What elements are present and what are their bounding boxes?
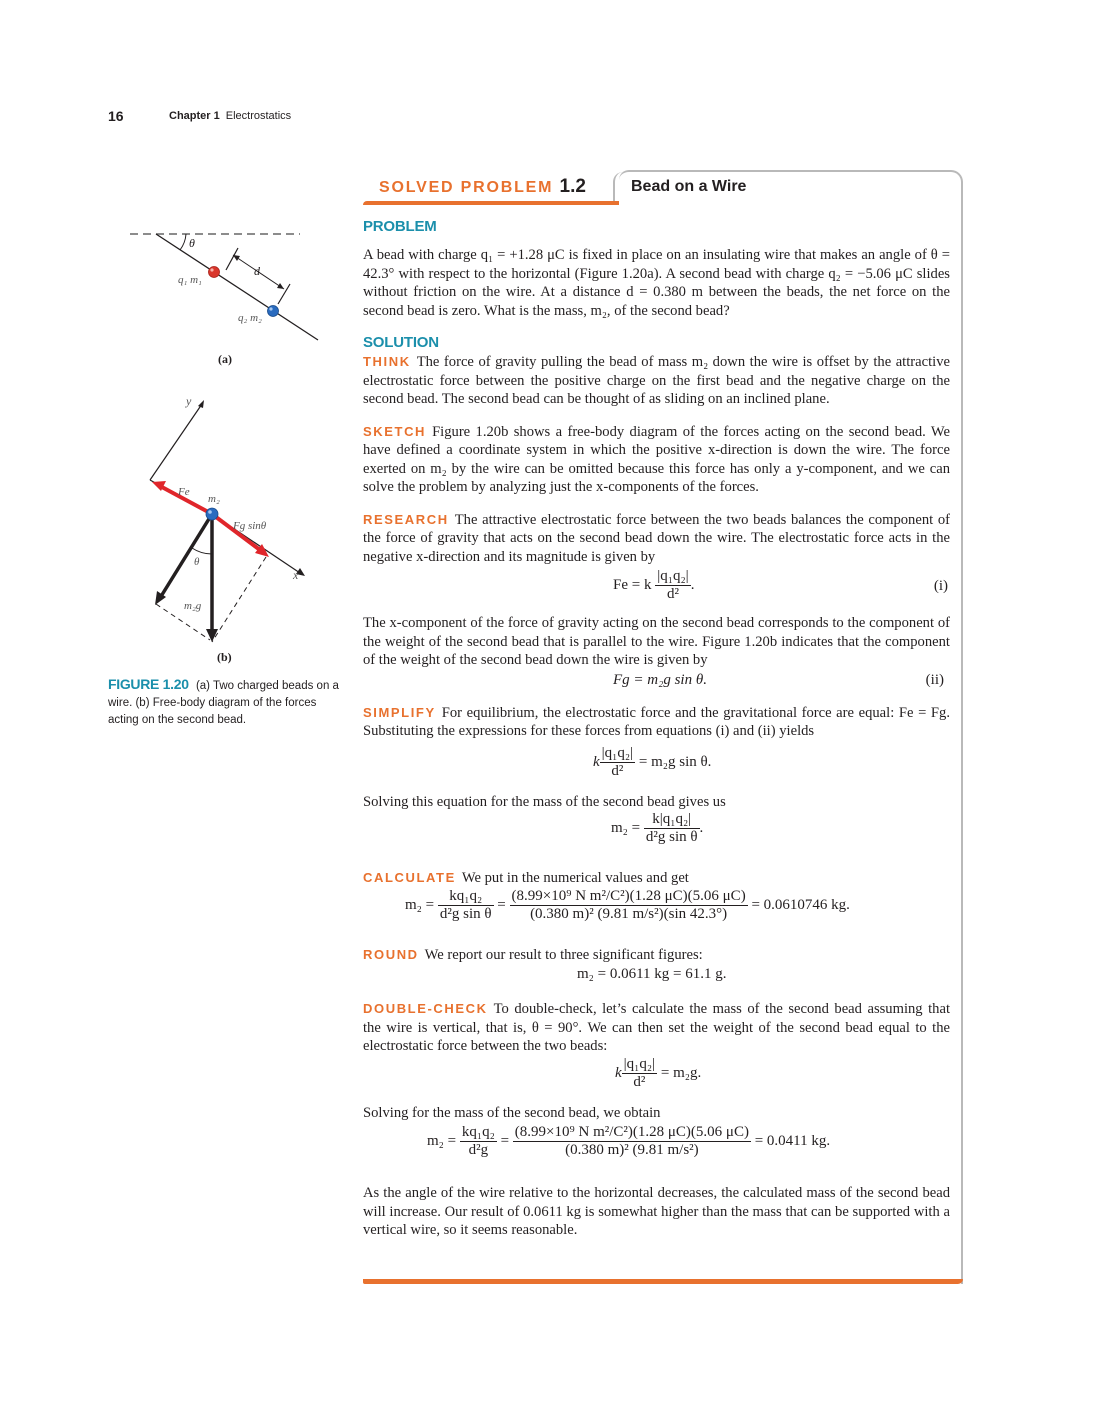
eq8-lhs: m₂ = <box>427 1133 457 1149</box>
solution-heading: SOLUTION <box>363 334 439 351</box>
chapter-label: Chapter 1 <box>169 110 220 122</box>
fe-label: Fe <box>178 486 190 498</box>
equation-doublecheck: m₂ = $\frac{\text{kq₁q₂}}{\text{d²g}}$ = $\frac{\text{(8.99×10⁹ N m²/C²)(1.28 μC)(5.06 μC)}}{\text{(0.380 m)² (9.81 m/s²)}}$ = 0.0411 kg. <box>427 1124 831 1158</box>
equation-calculate: m₂ = $\frac{\text{kq₁q₂}}{\text{d²g sin θ}}$ = $\frac{\text{(8.99×10⁹ N m²/C²)(1.28 μC)(5.06 μC)}}{\text{(0.380 m)² (9.81 m/s²)(sin 42.3°)}}$ = 0.0610746 kg. <box>405 887 850 922</box>
equation-ii <box>363 670 950 696</box>
figure-panel-b <box>120 390 340 670</box>
solved-problem-title <box>379 176 586 198</box>
eq7-denominator: d² <box>633 1073 646 1090</box>
eq1-numerator: |q₁q₂| <box>657 568 689 584</box>
eq5-fraction-symbolic <box>438 888 494 923</box>
x-axis-label: x <box>293 568 299 582</box>
eq6-body: m₂ = 0.0611 kg = 61.1 g. <box>577 966 727 982</box>
eq5-lhs: m₂ = <box>405 896 435 913</box>
simplify-text: For equilibrium, the electrostatic force and the gravitational force are equal: Fe = Fg. Substituting the expressions for these forces from equations (i) and (ii) yields <box>363 704 950 739</box>
chapter-title: Electrostatics <box>225 110 292 122</box>
problem-text: A bead with charge q₁ = +1.28 μC is fixed in place on an insulating wire that makes an angle of θ = 42.3° with respect to the horizontal (Figure 1.20a). A second bead with charge q₂ = −5.06 μC slides without friction on the wire. At a distance d = 0.380 m between the beads, the net force on the second bead is zero. What is the mass, m₂, of the second bead? <box>363 247 950 319</box>
simplify-label: SIMPLIFY <box>363 704 436 720</box>
eq8-fraction-numeric <box>513 1124 751 1159</box>
chapter-heading <box>169 110 291 122</box>
eq1-lhs: Fe = k <box>613 577 652 593</box>
eq2-body: Fg = m₂g sin θ. <box>613 671 707 688</box>
bottom-accent-bar <box>363 1279 963 1284</box>
research-text-2: The x-component of the force of gravity acting on the second bead corresponds to the component of the weight of the second bead that is parallel to the wire. Figure 1.20b indicates that the component of the weight of the second bead down the wire is given by <box>363 615 950 668</box>
round-label: ROUND <box>363 946 419 962</box>
equation-round <box>363 964 950 988</box>
equation-equilibrium: k $\frac{\text{|q₁q₂|}}{\text{d²}}$ = m₂g sin θ. <box>593 744 712 779</box>
equation-i: Fe = k $\frac{\text{|q₁q₂|}}{\text{d²}}$ . (i) <box>613 568 948 602</box>
bead-wire-diagram <box>120 222 340 372</box>
eq3-denominator: d² <box>611 762 624 779</box>
research-label: RESEARCH <box>363 511 449 527</box>
bead1-label: q₁ m₁ <box>178 274 202 286</box>
eq4-numerator: k|q₁q₂| <box>644 811 700 829</box>
calculate-label: CALCULATE <box>363 870 456 885</box>
distance-label: d <box>254 264 260 278</box>
round-paragraph <box>363 946 950 965</box>
eq7-rhs: = m₂g. <box>660 1064 702 1081</box>
sketch-text: Figure 1.20b shows a free-body diagram of the forces acting on the second bead. We have defined a coordinate system in which the positive x-direction is down the wire. The force exerted on m₂ by the wire can be omitted because this force has only a y-component, and we can solve the problem by analyzing just the x-components of the forces. <box>363 423 950 495</box>
solve2-text: Solving for the mass of the second bead, we obtain <box>363 1104 661 1121</box>
conclusion-text: As the angle of the wire relative to the horizontal decreases, the calculated mass of the second bead will increase. Our result of 0.0611 kg is somewhat higher than the mass that can be supported with a vertical wire, so it seems reasonable. <box>363 1185 950 1238</box>
sketch-paragraph <box>363 423 950 497</box>
bead2-label: q₂ m₂ <box>238 312 262 324</box>
calculate-text: We put in the numerical values and get <box>461 870 689 886</box>
calculate-paragraph <box>363 869 950 888</box>
box-tab-border <box>613 172 625 202</box>
theta-label: θ <box>189 236 195 250</box>
eq1-fraction <box>655 568 690 603</box>
doublecheck-label: DOUBLE-CHECK <box>363 1001 488 1016</box>
figure-number: FIGURE 1.20 <box>108 676 189 692</box>
eq8-f2-denominator: (0.380 m)² (9.81 m/s²) <box>565 1142 699 1158</box>
doublecheck-text: To double-check, let’s calculate the mass of the second bead assuming that the wire is vertical, that is, θ = 90°. We can then set the weight of the second bead equal to the electrostatic force between the two beads: <box>363 1001 950 1054</box>
eq1-denominator: d² <box>666 586 679 602</box>
research-text: The attractive electrostatic force between the two beads balances the component of the force of gravity that acts on the second bead down the wire. The electrostatic force acts in the negative x-direction and its magnitude is given by <box>363 511 950 565</box>
theta-b-label: θ <box>194 556 200 568</box>
m2g-label: m₂g <box>184 600 202 612</box>
fg-sin-label: Fg sinθ <box>233 520 267 532</box>
title-text: SOLVED PROBLEM <box>379 179 554 196</box>
eq4-lhs: m₂ = <box>611 820 641 836</box>
doublecheck-paragraph <box>363 1000 950 1056</box>
eq2-tag: (ii) <box>925 671 944 688</box>
eq5-result: = 0.0610746 kg. <box>751 896 850 913</box>
panel-a-label: (a) <box>218 352 232 366</box>
eq5-f1-numerator: kq₁q₂ <box>438 888 494 906</box>
panel-b-label: (b) <box>217 650 232 664</box>
title-underline <box>363 201 619 205</box>
round-text: We report our result to three significant figures: <box>424 946 703 963</box>
eq5-f2-numerator: (8.99×10⁹ N m²/C²)(1.28 μC)(5.06 μC) <box>511 887 746 904</box>
figure-caption-text: (a) Two charged beads on a wire. (b) Free-body diagram of the forces acting on the second bead. <box>108 680 339 726</box>
eq8-f2-numerator: (8.99×10⁹ N m²/C²)(1.28 μC)(5.06 μC) <box>514 1124 749 1140</box>
y-axis-label: y <box>186 394 192 408</box>
eq1-tag: (i) <box>933 578 948 594</box>
figure-caption <box>108 676 343 729</box>
eq3-fraction <box>600 745 635 780</box>
eq5-fraction-numeric <box>510 888 748 923</box>
eq4-fraction <box>644 811 700 846</box>
free-body-diagram <box>120 390 340 650</box>
figure-panel-a <box>120 222 340 372</box>
problem-heading: PROBLEM <box>363 218 437 235</box>
equation-vertical: k $\frac{\text{|q₁q₂|}}{\text{d²}}$ = m₂g. <box>615 1055 702 1090</box>
eq8-fraction-symbolic <box>460 1124 497 1159</box>
eq7-numerator: |q₁q₂| <box>623 1055 656 1072</box>
eq3-numerator: |q₁q₂| <box>601 744 634 761</box>
think-text: The force of gravity pulling the bead of mass m₂ down the wire is offset by the attractive electrostatic force between the positive charge on the first bead and the negative charge on the second bead. The second bead can be thought of as sliding on an inclined plane. <box>363 354 950 407</box>
solved-problem-content <box>363 218 950 1240</box>
research-paragraph <box>363 511 950 567</box>
m2-label: m₂ <box>208 493 220 505</box>
eq5-f2-denominator: (0.380 m)² (9.81 m/s²)(sin 42.3°) <box>530 905 728 922</box>
eq8-result: = 0.0411 kg. <box>754 1133 831 1149</box>
eq8-f1-numerator: kq₁q₂ <box>461 1124 495 1140</box>
equation-m2: m₂ = $\frac{\text{k|q₁q₂|}}{\text{d²g sin θ}}$ . <box>611 811 704 845</box>
solve-text: Solving this equation for the mass of the second bead gives us <box>363 793 726 810</box>
think-paragraph <box>363 353 950 409</box>
sketch-label: SKETCH <box>363 423 427 439</box>
think-label: THINK <box>363 354 411 369</box>
eq4-denominator: d²g sin θ <box>645 829 698 845</box>
problem-subtitle: Bead on a Wire <box>631 178 747 195</box>
simplify-paragraph <box>363 704 950 741</box>
problem-number: 1.2 <box>559 176 586 197</box>
eq8-f1-denominator: d²g <box>468 1142 489 1158</box>
page-number: 16 <box>108 108 124 124</box>
eq5-f1-denominator: d²g sin θ <box>439 905 492 922</box>
eq3-rhs: = m₂g sin θ. <box>638 753 712 770</box>
eq7-fraction <box>622 1056 657 1091</box>
